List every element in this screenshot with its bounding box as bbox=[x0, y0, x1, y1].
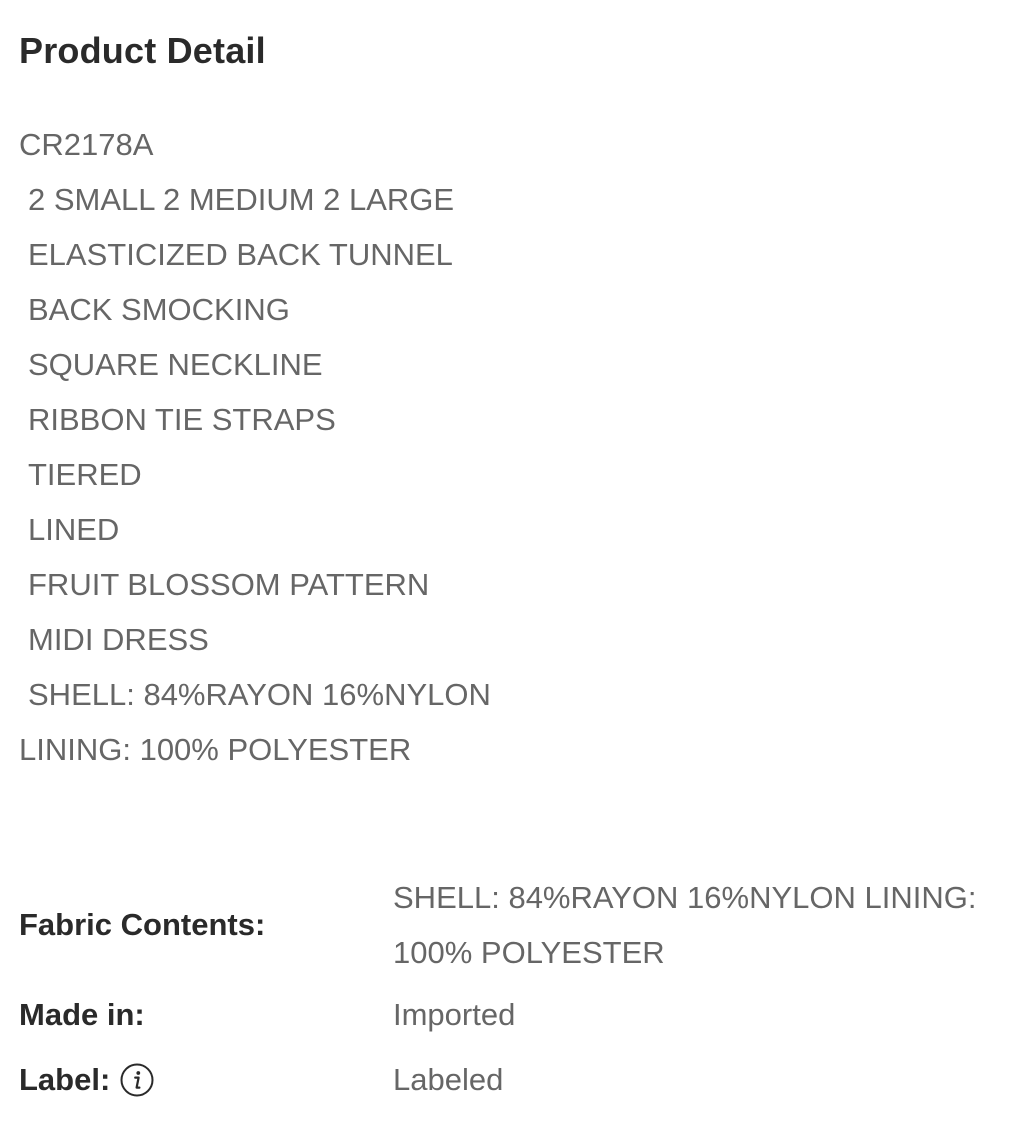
spec-row-fabric-contents bbox=[19, 870, 1009, 980]
section-title: Product Detail bbox=[19, 30, 266, 71]
product-description bbox=[19, 117, 979, 777]
spec-row-label bbox=[19, 1047, 1009, 1112]
description-line: 2 SMALL 2 MEDIUM 2 LARGE bbox=[28, 182, 455, 217]
description-line: MIDI DRESS bbox=[28, 622, 209, 657]
info-icon[interactable] bbox=[120, 1063, 154, 1097]
product-specs bbox=[19, 870, 1009, 1112]
description-line: BACK SMOCKING bbox=[28, 292, 290, 327]
spec-row-made-in bbox=[19, 982, 1009, 1047]
made-in-label: Made in: bbox=[19, 996, 145, 1032]
description-line: RIBBON TIE STRAPS bbox=[28, 402, 336, 437]
description-line: SHELL: 84%RAYON 16%NYLON bbox=[28, 677, 491, 712]
label-label-group bbox=[19, 1062, 393, 1098]
fabric-contents-label: Fabric Contents: bbox=[19, 907, 266, 942]
label-value: Labeled bbox=[393, 1062, 504, 1097]
description-line: ELASTICIZED BACK TUNNEL bbox=[28, 237, 453, 272]
style-code: CR2178A bbox=[19, 127, 154, 162]
description-line: FRUIT BLOSSOM PATTERN bbox=[28, 567, 430, 602]
description-line: LINED bbox=[28, 512, 120, 547]
description-line: TIERED bbox=[28, 457, 142, 492]
label-label: Label: bbox=[19, 1061, 111, 1097]
description-line: LINING: 100% POLYESTER bbox=[19, 732, 412, 767]
fabric-contents-value: SHELL: 84%RAYON 16%NYLON LINING: 100% POLYESTER bbox=[393, 880, 977, 970]
made-in-value: Imported bbox=[393, 997, 516, 1032]
description-line: SQUARE NECKLINE bbox=[28, 347, 323, 382]
